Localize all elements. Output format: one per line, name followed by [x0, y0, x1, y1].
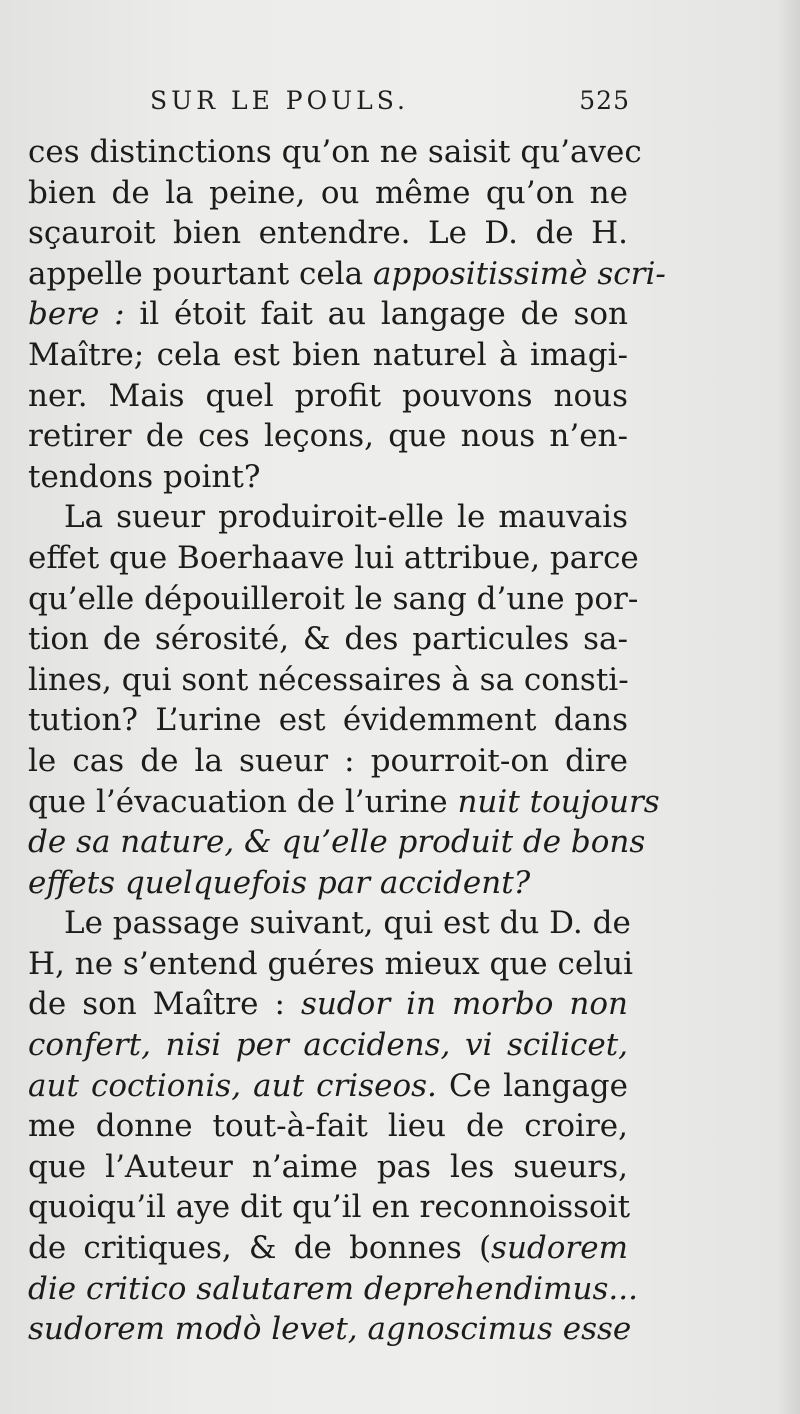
text-segment: retirer de ces leçons, que nous n’en-: [28, 418, 628, 455]
text-line: [28, 335, 628, 376]
text-line: [28, 1106, 628, 1147]
page-number: 525: [579, 86, 630, 115]
text-segment: il étoit fait au langage de son: [124, 296, 629, 333]
text-segment: La sueur produiroit-elle le mauvais: [64, 499, 628, 536]
text-line: [28, 700, 628, 741]
italic-text-segment: sudorem: [491, 1230, 628, 1267]
text-line: [28, 173, 628, 214]
text-segment: H, ne s’entend guéres mieux que celui: [28, 945, 633, 982]
text-line: [28, 376, 628, 417]
text-segment: que l’Auteur n’aime pas les sueurs,: [28, 1148, 628, 1185]
text-segment: sçauroit bien entendre. Le D. de H.: [28, 215, 628, 252]
text-segment: que l’évacuation de l’urine: [28, 783, 458, 820]
text-line: [28, 822, 646, 863]
text-line: [28, 1269, 638, 1310]
italic-text-segment: nuit toujours: [457, 783, 660, 820]
page-fold-shadow: [778, 0, 800, 1414]
italic-text-segment: appositissimè scri-: [373, 255, 666, 292]
italic-text-segment: confert, nisi per accidens, vi scilicet,: [28, 1027, 628, 1064]
text-line: [28, 1025, 628, 1066]
text-line: [28, 660, 628, 701]
text-line: [28, 619, 628, 660]
text-line: [28, 579, 639, 620]
text-segment: Ce langage: [436, 1067, 628, 1104]
text-segment: bien de la peine, ou même qu’on ne: [28, 174, 628, 211]
italic-text-segment: sudorem modò levet, agnoscimus esse: [28, 1311, 632, 1348]
text-line: [28, 254, 666, 295]
text-line: [28, 1187, 631, 1228]
italic-text-segment: die critico salutarem deprehendimus...: [28, 1270, 638, 1307]
text-line: [28, 213, 628, 254]
text-segment: Maître; cela est bien naturel à imagi-: [28, 336, 628, 373]
running-header: [150, 86, 630, 126]
text-line: [28, 903, 631, 944]
text-line: [28, 1309, 632, 1350]
text-line: [28, 863, 628, 904]
text-line: [28, 944, 633, 985]
text-segment: de critiques, & de bonnes (: [28, 1230, 492, 1267]
text-line: [28, 416, 628, 457]
text-segment: ner. Mais quel profit pouvons nous: [28, 377, 628, 414]
text-line: [28, 457, 628, 498]
text-segment: me donne tout-à-fait lieu de croire,: [28, 1108, 628, 1145]
text-line: [28, 782, 660, 823]
text-line: [28, 132, 642, 173]
text-line: [28, 1228, 628, 1269]
running-title: SUR LE POULS.: [150, 86, 409, 115]
text-segment: appelle pourtant cela: [28, 255, 374, 292]
text-segment: tion de sérosité, & des particules sa-: [28, 621, 628, 658]
italic-text-segment: sudor in morbo non: [300, 986, 628, 1023]
text-line: [28, 1147, 628, 1188]
text-segment: tendons point?: [28, 458, 261, 495]
text-line: [28, 538, 639, 579]
text-line: [28, 294, 628, 335]
text-line: [28, 497, 628, 538]
body-text: [28, 132, 666, 1350]
italic-text-segment: bere :: [28, 296, 125, 333]
text-line: [28, 984, 628, 1025]
text-segment: de son Maître :: [28, 986, 301, 1023]
text-segment: effet que Boerhaave lui attribue, parce: [28, 539, 639, 576]
text-line: [28, 741, 628, 782]
italic-text-segment: aut coctionis, aut criseos.: [28, 1067, 437, 1104]
text-line: [28, 1066, 628, 1107]
text-segment: qu’elle dépouilleroit le sang d’une por-: [28, 580, 639, 617]
text-segment: ces distinctions qu’on ne saisit qu’avec: [28, 134, 642, 170]
italic-text-segment: effets quelquefois par accident?: [28, 864, 531, 901]
text-segment: lines, qui sont nécessaires à sa consti-: [28, 661, 629, 698]
italic-text-segment: de sa nature, & qu’elle produit de bons: [28, 824, 646, 861]
text-segment: quoiqu’il aye dit qu’il en reconnoissoit: [28, 1189, 631, 1226]
text-segment: le cas de la sueur : pourroit-on dire: [28, 742, 628, 779]
text-segment: Le passage suivant, qui est du D. de: [64, 905, 631, 942]
text-segment: tution? L’urine est évidemment dans: [28, 702, 628, 739]
